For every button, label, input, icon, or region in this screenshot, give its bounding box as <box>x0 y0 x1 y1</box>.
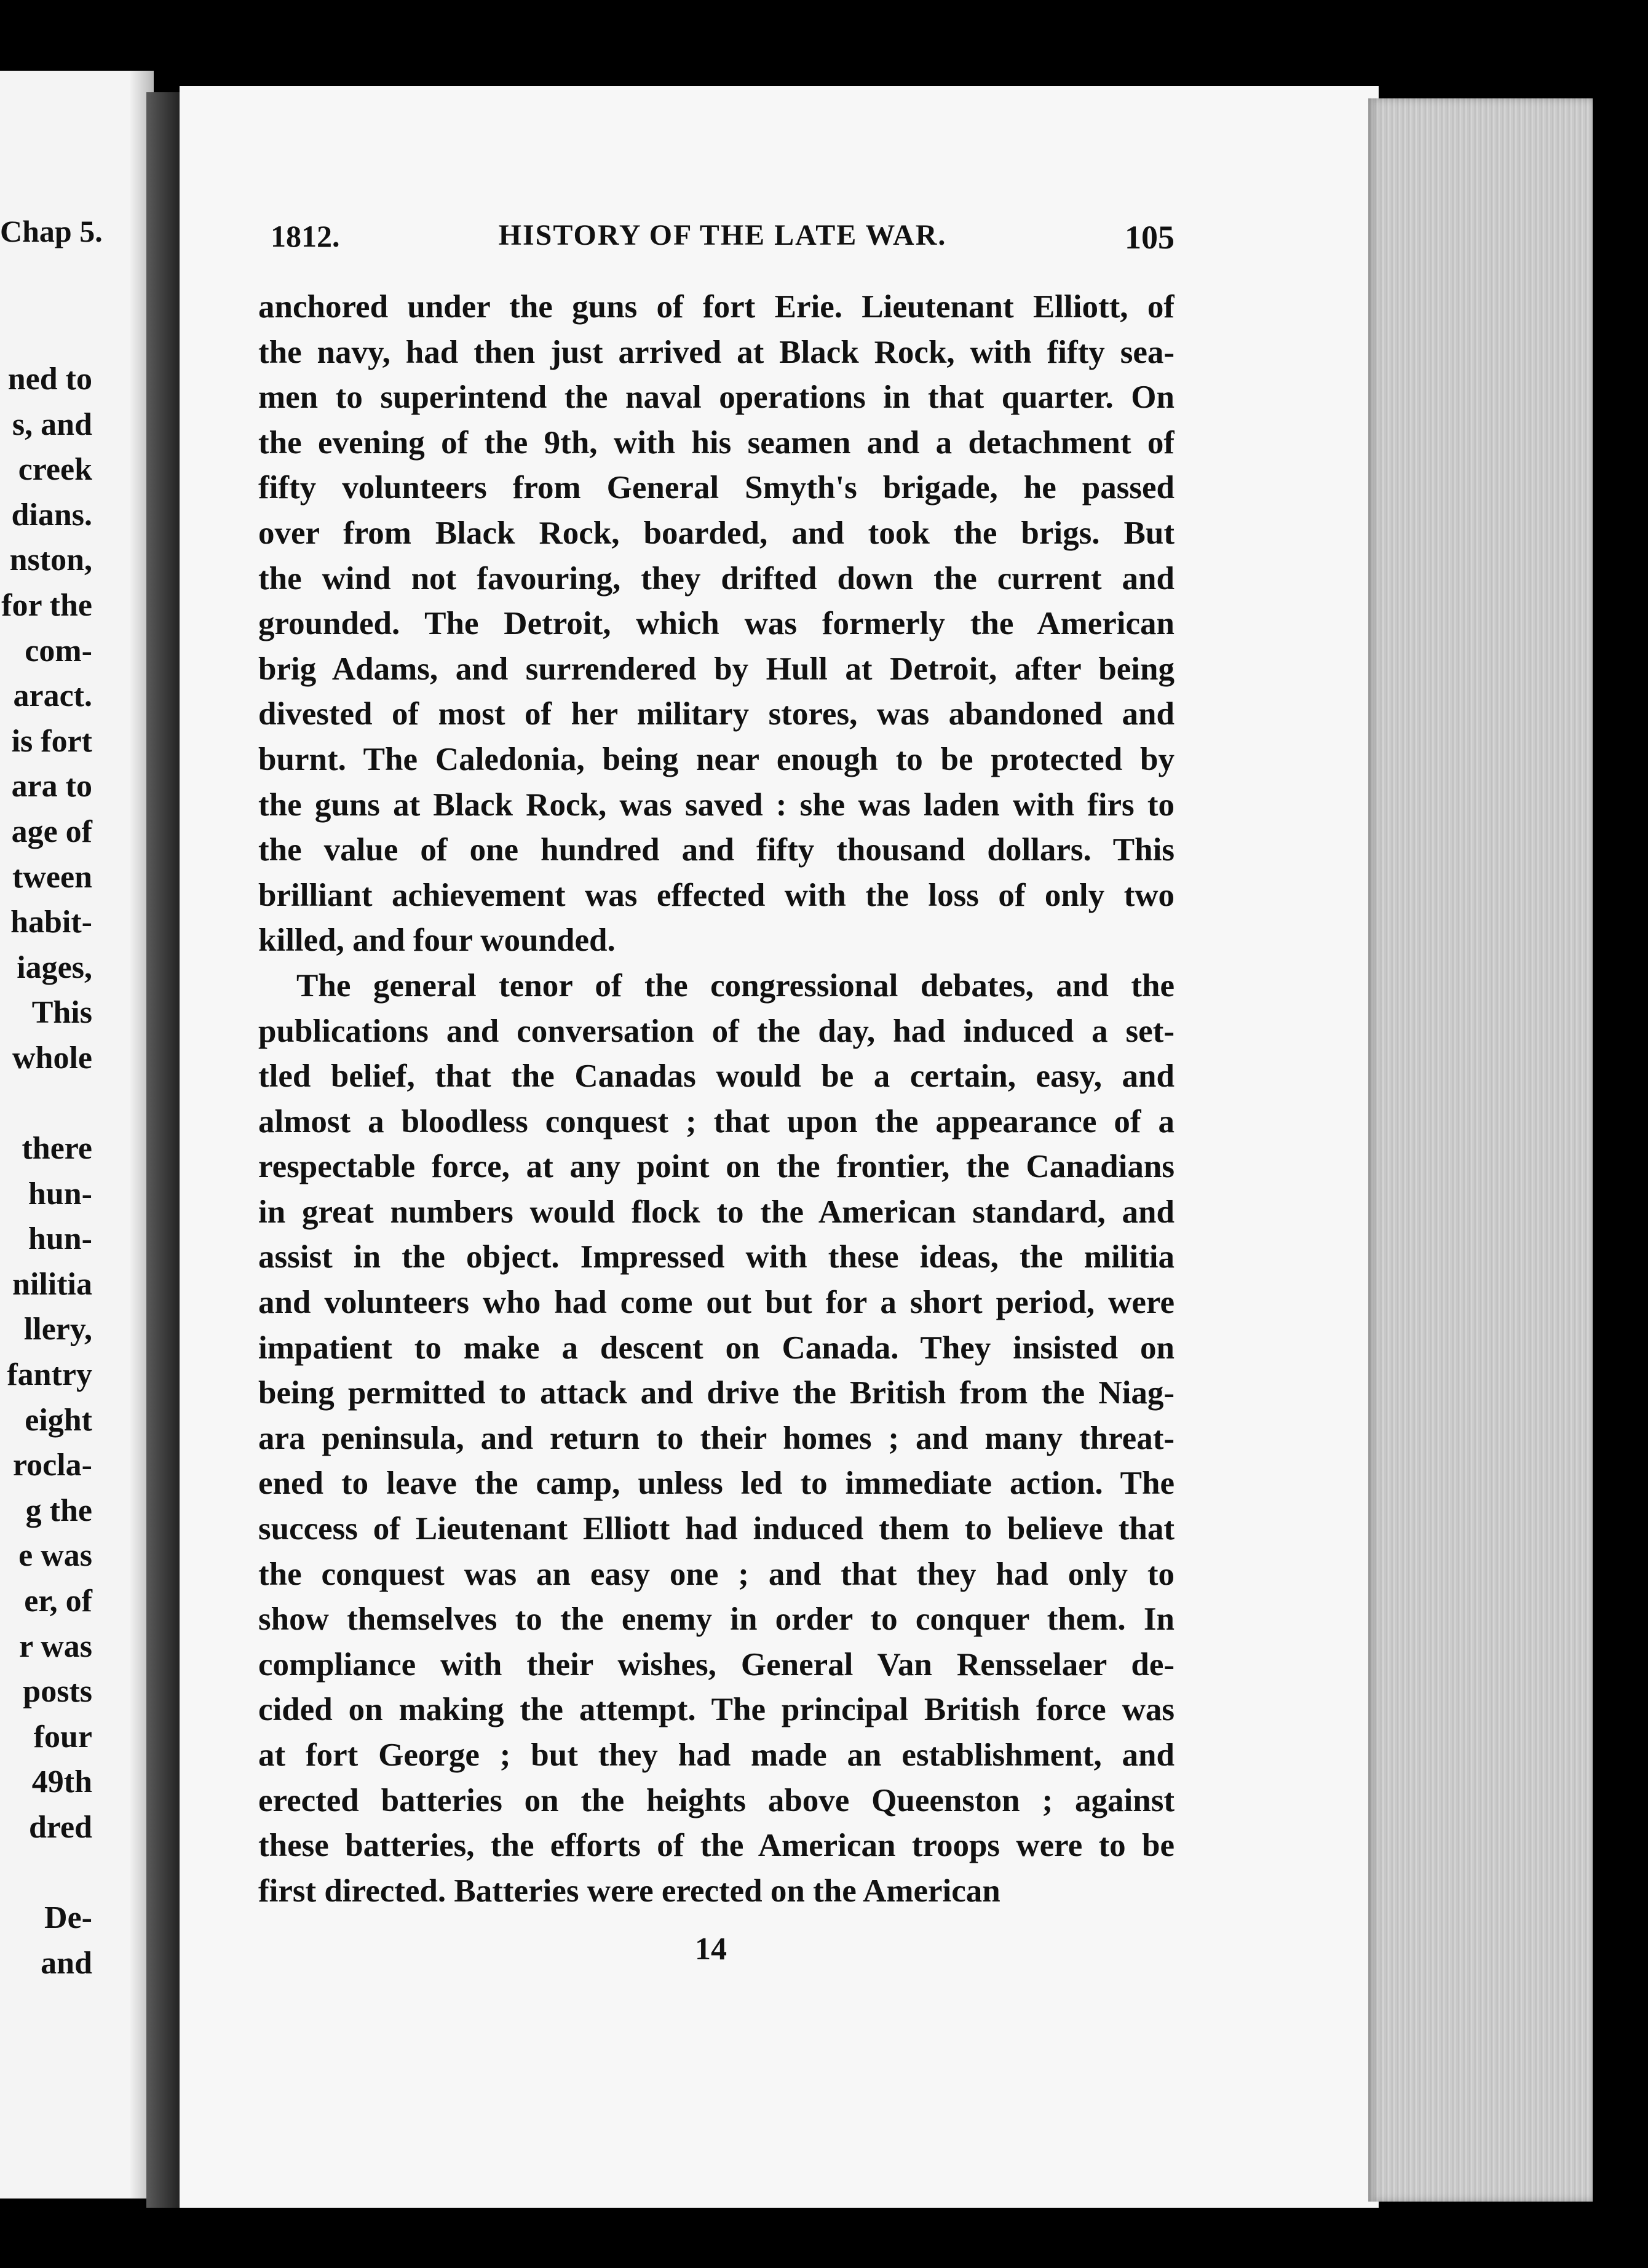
left-line-fragment: hun- <box>28 1176 92 1211</box>
text-line: grounded. The Detroit, which was formerly the American <box>258 606 1175 642</box>
text-line: the conquest was an easy one ; and that they had only to <box>258 1556 1175 1592</box>
left-line-fragment: nilitia <box>12 1266 92 1302</box>
left-line-fragment: posts <box>23 1674 92 1710</box>
text-line: first directed. Batteries were erected on the American <box>258 1873 1000 1909</box>
left-line-fragment: rocla- <box>13 1448 92 1483</box>
text-line: the guns at Black Rock, was saved : she was laden with firs to <box>258 787 1175 823</box>
text-line: and volunteers who had come out but for a short period, were <box>258 1285 1175 1321</box>
text-line: brilliant achievement was effected with the loss of only two <box>258 877 1175 913</box>
left-line-fragment: 49th <box>31 1764 92 1800</box>
running-header <box>271 218 1175 261</box>
left-line-fragment: dred <box>28 1810 92 1845</box>
text-line: burnt. The Caledonia, being near enough to be protected by <box>258 741 1175 777</box>
body-text <box>258 285 1175 1914</box>
left-line-fragment: com- <box>25 633 92 668</box>
left-line-fragment: llery, <box>23 1312 92 1347</box>
text-line: brig Adams, and surrendered by Hull at Detroit, after being <box>258 651 1175 687</box>
text-line: success of Lieutenant Elliott had induced them to believe that <box>258 1511 1175 1547</box>
text-line: killed, and four wounded. <box>258 922 616 959</box>
text-line: show themselves to the enemy in order to conquer them. In <box>258 1601 1175 1638</box>
text-line: cided on making the attempt. The principal British force was <box>258 1692 1175 1728</box>
left-line-fragment: is fort <box>11 723 92 759</box>
left-line-fragment: creek <box>18 452 92 488</box>
left-line-fragment: four <box>33 1719 92 1755</box>
left-page-header: Chap 5. <box>0 214 103 248</box>
text-line: the evening of the 9th, with his seamen and a detachment of <box>258 424 1175 461</box>
left-line-fragment: age of <box>11 814 92 849</box>
text-line: the wind not favouring, they drifted down the current and <box>258 560 1175 597</box>
text-line: tled belief, that the Canadas would be a certain, easy, and <box>258 1058 1175 1095</box>
left-line-fragment: aract. <box>13 678 92 714</box>
text-line: assist in the object. Impressed with these ideas, the militia <box>258 1239 1175 1275</box>
text-line: respectable force, at any point on the frontier, the Canadians <box>258 1149 1175 1185</box>
left-line-fragment: there <box>22 1131 92 1167</box>
left-line-fragment: whole <box>12 1040 92 1076</box>
left-line-fragment: e was <box>18 1538 92 1574</box>
left-page-line-ends <box>0 357 92 1986</box>
text-line: these batteries, the efforts of the American troops were to be <box>258 1828 1175 1864</box>
text-line: fifty volunteers from General Smyth's brigade, he passed <box>258 470 1175 506</box>
text-line: ara peninsula, and return to their homes ; and many threat- <box>258 1420 1175 1456</box>
page-edges <box>1368 98 1593 2202</box>
text-line: being permitted to attack and drive the British from the Niag- <box>258 1375 1175 1411</box>
text-line: men to superintend the naval operations in that quarter. On <box>258 379 1175 416</box>
signature-mark: 14 <box>695 1932 727 1967</box>
left-line-fragment: De- <box>44 1900 92 1936</box>
left-line-fragment: eight <box>25 1402 92 1438</box>
left-line-fragment: fantry <box>7 1357 92 1393</box>
left-line-fragment: hun- <box>28 1221 92 1257</box>
left-line-fragment: r was <box>19 1628 92 1664</box>
left-line-fragment: iages, <box>17 950 92 985</box>
text-line: at fort George ; but they had made an establishment, and <box>258 1737 1175 1773</box>
left-line-fragment: s, and <box>12 406 92 442</box>
left-line-fragment <box>0 1081 92 1127</box>
text-line: over from Black Rock, boarded, and took the brigs. But <box>258 515 1175 551</box>
text-line: the value of one hundred and fifty thousand dollars. This <box>258 832 1175 868</box>
text-line: the navy, had then just arrived at Black Rock, with fifty sea- <box>258 334 1175 370</box>
left-line-fragment: ned to <box>7 362 92 397</box>
facing-page-left <box>0 71 154 2199</box>
header-year: 1812. <box>271 219 340 253</box>
text-line: publications and conversation of the day, had induced a set- <box>258 1013 1175 1049</box>
left-line-fragment: ara to <box>11 769 92 804</box>
left-line-fragment: habit- <box>10 905 92 940</box>
text-line: impatient to make a descent on Canada. They insisted on <box>258 1330 1175 1366</box>
left-line-fragment: for the <box>1 587 92 623</box>
left-line-fragment <box>0 1850 92 1896</box>
left-line-fragment: g the <box>25 1493 92 1528</box>
text-line: erected batteries on the heights above Queenston ; against <box>258 1782 1175 1818</box>
left-line-fragment: nston, <box>9 542 92 578</box>
page-number: 105 <box>1125 219 1175 256</box>
text-line: compliance with their wishes, General Van Rensselaer de- <box>258 1646 1175 1683</box>
left-line-fragment: tween <box>12 859 92 895</box>
text-line: in great numbers would flock to the American standard, and <box>258 1194 1175 1230</box>
text-line: The general tenor of the congressional debates, and the <box>296 967 1175 1004</box>
header-title: HISTORY OF THE LATE WAR. <box>498 219 947 252</box>
text-line: divested of most of her military stores, was abandoned and <box>258 696 1175 732</box>
left-line-fragment: and <box>41 1945 92 1981</box>
text-line: anchored under the guns of fort Erie. Lieutenant Elliott, of <box>258 289 1175 325</box>
text-line: almost a bloodless conquest ; that upon the appearance of a <box>258 1103 1175 1140</box>
left-line-fragment: dians. <box>11 497 92 533</box>
left-line-fragment: This <box>31 995 92 1031</box>
left-line-fragment: er, of <box>24 1584 92 1619</box>
text-line: ened to leave the camp, unless led to immediate action. The <box>258 1465 1175 1502</box>
